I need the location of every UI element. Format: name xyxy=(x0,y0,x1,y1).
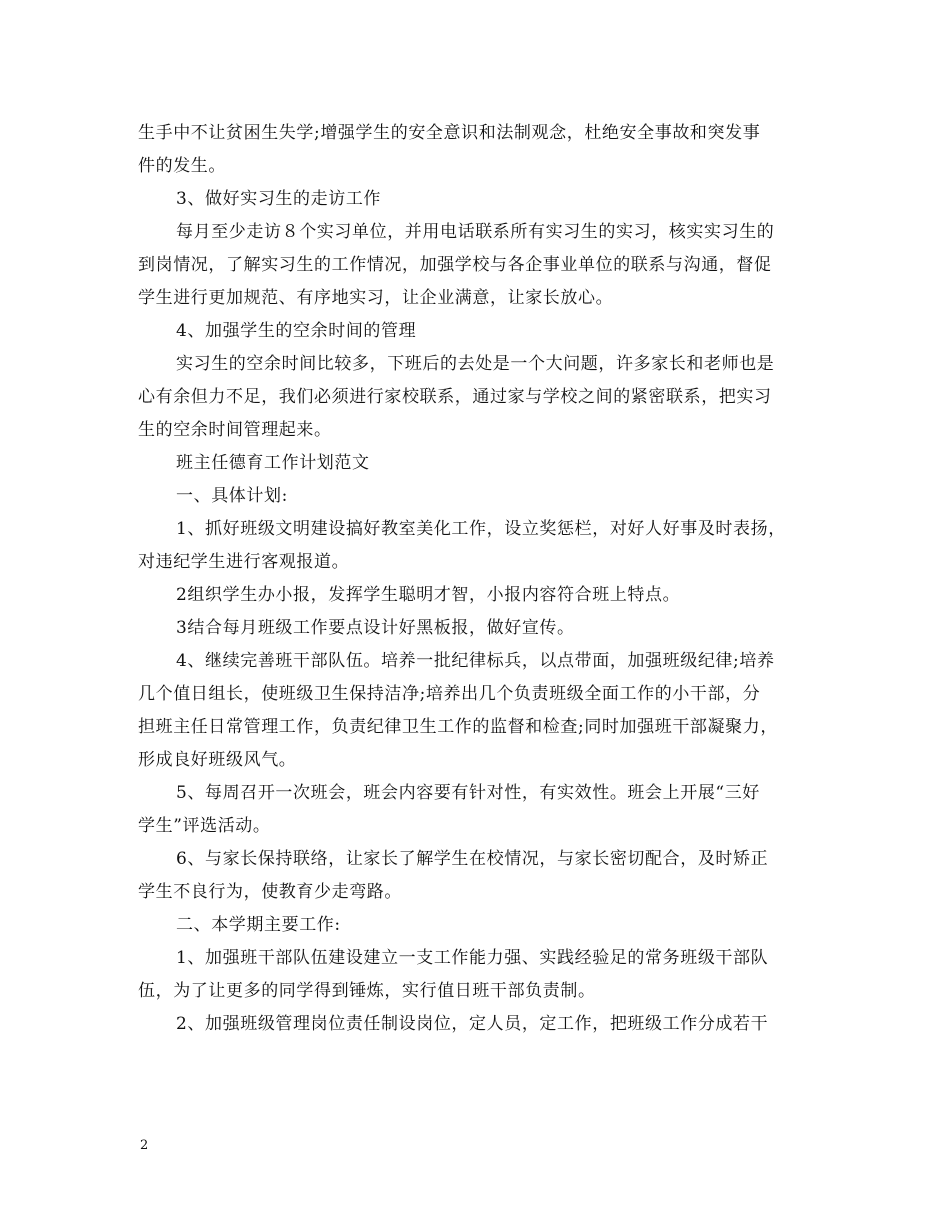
text-line: 2组织学生办小报，发挥学生聪明才智，小报内容符合班上特点。 xyxy=(176,585,681,605)
text-line: 生手中不让贫困生失学;增强学生的安全意识和法制观念，杜绝安全事故和突发事 xyxy=(138,123,761,143)
text-line: 学生进行更加规范、有序地实习，让企业满意，让家长放心。 xyxy=(138,288,614,308)
text-line: 形成良好班级风气。 xyxy=(138,750,297,770)
document-title: 班主任德育工作计划范文 xyxy=(176,453,370,473)
document-body xyxy=(138,117,812,1041)
text-line: 1、加强班干部队伍建设建立一支工作能力强、实践经验足的常务班级干部队 xyxy=(176,948,769,968)
text-line: 6、与家长保持联络，让家长了解学生在校情况，与家长密切配合，及时矫正 xyxy=(176,849,769,869)
section-heading: 二、本学期主要工作: xyxy=(176,915,341,935)
text-line: 伍，为了让更多的同学得到锤炼，实行值日班干部负责制。 xyxy=(138,981,596,1001)
text-line: 学生”评选活动。 xyxy=(138,816,271,836)
text-line: 1、抓好班级文明建设搞好教室美化工作，设立奖惩栏，对好人好事及时表扬， xyxy=(176,519,786,539)
text-line: 对违纪学生进行客观报道。 xyxy=(138,552,350,572)
section-heading: 4、加强学生的空余时间的管理 xyxy=(176,321,417,341)
text-line: 担班主任日常管理工作，负责纪律卫生工作的监督和检查;同时加强班干部凝聚力， xyxy=(138,717,778,737)
text-line: 件的发生。 xyxy=(138,156,226,176)
text-line: 4、继续完善班干部队伍。培养一批纪律标兵，以点带面，加强班级纪律;培养 xyxy=(176,651,775,671)
text-line: 2、加强班级管理岗位责任制设岗位，定人员，定工作，把班级工作分成若干 xyxy=(176,1014,769,1034)
page-number: 2 xyxy=(140,1138,149,1153)
text-line: 每月至少走访８个实习单位，并用电话联系所有实习生的实习，核实实习生的 xyxy=(176,222,775,242)
text-line: 生的空余时间管理起来。 xyxy=(138,420,332,440)
section-heading: 3、做好实习生的走访工作 xyxy=(176,189,382,209)
text-line: 几个值日组长，使班级卫生保持洁净;培养出几个负责班级全面工作的小干部，分 xyxy=(138,684,761,704)
text-line: 实习生的空余时间比较多，下班后的去处是一个大问题，许多家长和老师也是 xyxy=(176,354,775,374)
text-line: 5、每周召开一次班会，班会内容要有针对性，有实效性。班会上开展“三好 xyxy=(176,783,760,803)
text-line: 学生不良行为，使教育少走弯路。 xyxy=(138,882,402,902)
text-line: 心有余但力不足，我们必须进行家校联系，通过家与学校之间的紧密联系，把实习 xyxy=(138,387,772,407)
text-line: 到岗情况，了解实习生的工作情况，加强学校与各企事业单位的联系与沟通，督促 xyxy=(138,255,772,275)
text-line: 3结合每月班级工作要点设计好黑板报，做好宣传。 xyxy=(176,618,575,638)
section-heading: 一、具体计划: xyxy=(176,486,288,506)
